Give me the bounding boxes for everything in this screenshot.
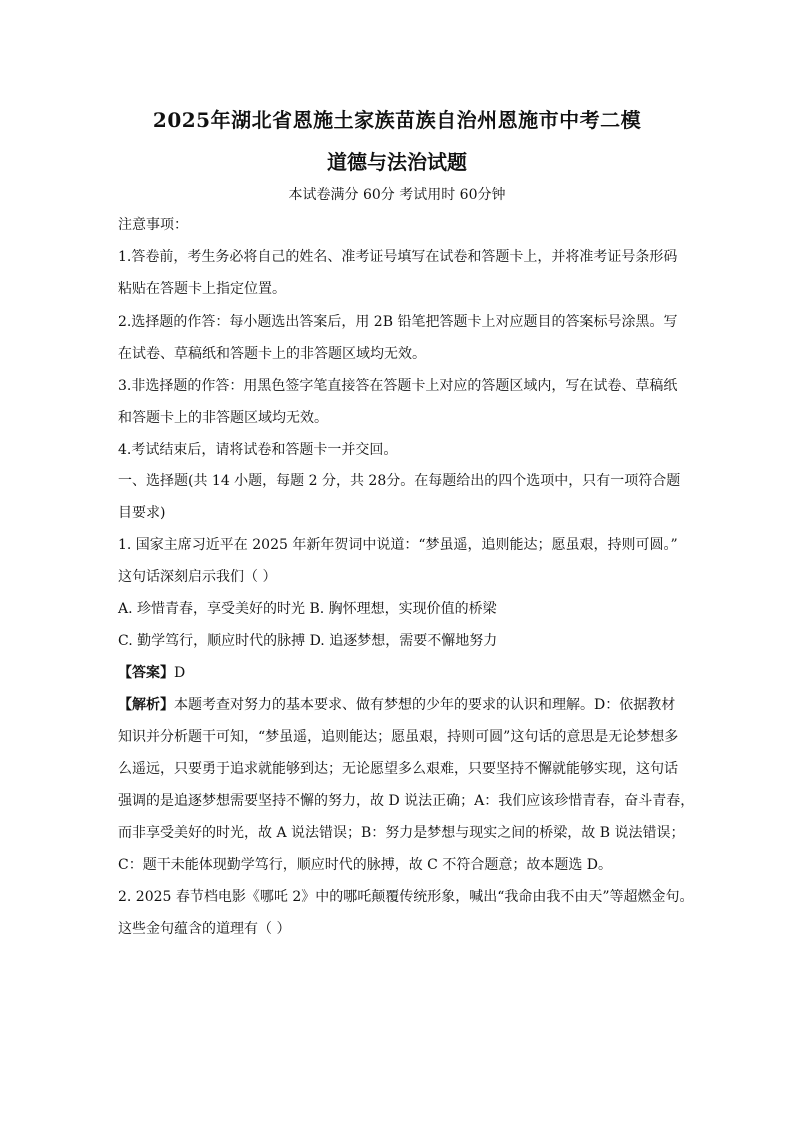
q1-analysis-line-5: 而非享受美好的时光，故 A 说法错误；B：努力是梦想与现实之间的桥梁，故 B 说法错误； [118,825,685,841]
exam-meta: 本试卷满分 60分 考试用时 60分钟 [288,187,506,203]
q1-analysis-line-4: 强调的是追逐梦想需要坚持不懈的努力，故 D 说法正确；A：我们应该珍惜青春，奋斗青春， [118,793,695,809]
analysis-label: 【解析】 [118,697,174,713]
q1-options-line-1: A. 珍惜青春，享受美好的时光 B. 胸怀理想，实现价值的桥梁 [118,601,497,617]
q1-options-line-2: C. 勤学笃行，顺应时代的脉搏 D. 追逐梦想，需要不懈地努力 [118,633,498,649]
notice-item-4: 4.考试结束后，请将试卷和答题卡一并交回。 [118,442,398,458]
notice-item-3-line-1: 3.非选择题的作答：用黑色签字笔直接答在答题卡上对应的答题区域内，写在试卷、草稿纸 [118,378,678,394]
q1-answer [118,663,688,683]
q2-stem-line-2: 这些金句蕴含的道理有（ ） [118,921,291,937]
q1-analysis-line-2: 知识并分析题干可知，“梦虽遥，追则能达；愿虽艰，持则可圆”这句话的意思是无论梦想多 [118,729,679,745]
notice-item-2-line-1: 2.选择题的作答：每小题选出答案后，用 2B 铅笔把答题卡上对应题目的答案标号涂黑。写 [118,314,678,330]
exam-subtitle: 道德与法治试题 [327,150,467,174]
analysis-text: 本题考查对努力的基本要求、做有梦想的少年的要求的认识和理解。D：依据教材 [174,697,676,713]
notice-item-2-line-2: 在试卷、草稿纸和答题卡上的非答题区域均无效。 [118,346,426,362]
q1-analysis-line-1 [118,695,688,715]
section-heading-line-2: 目要求) [118,505,166,521]
section-heading-line-1: 一、选择题(共 14 小题，每题 2 分，共 28分。在每题给出的四个选项中，只有一项符合题 [118,473,681,489]
notice-heading: 注意事项： [118,217,188,233]
answer-value: D [174,665,186,681]
q1-stem-line-2: 这句话深刻启示我们（ ） [118,569,277,585]
notice-item-3-line-2: 和答题卡上的非答题区域均无效。 [118,410,328,426]
answer-label: 【答案】 [118,665,174,681]
notice-item-1-line-1: 1.答卷前，考生务必将自己的姓名、准考证号填写在试卷和答题卡上，并将准考证号条形码 [118,249,678,265]
notice-item-1-line-2: 粘贴在答题卡上指定位置。 [118,281,286,297]
q2-stem-line-1: 2. 2025 春节档电影《哪吒 2》中的哪吒颠覆传统形象，喊出“我命由我不由天”等超燃金句。 [118,889,694,905]
q1-stem-line-1: 1. 国家主席习近平在 2025 年新年贺词中说道：“梦虽遥，追则能达；愿虽艰，持则可圆。” [118,537,678,553]
exam-title: 2025年湖北省恩施土家族苗族自治州恩施市中考二模 [152,108,642,132]
q1-analysis-line-3: 么遥远，只要勇于追求就能够到达；无论愿望多么艰难，只要坚持不懈就能够实现，这句话 [118,761,678,777]
q1-analysis-line-6: C：题干未能体现勤学笃行，顺应时代的脉搏，故 C 不符合题意；故本题选 D。 [118,857,612,873]
